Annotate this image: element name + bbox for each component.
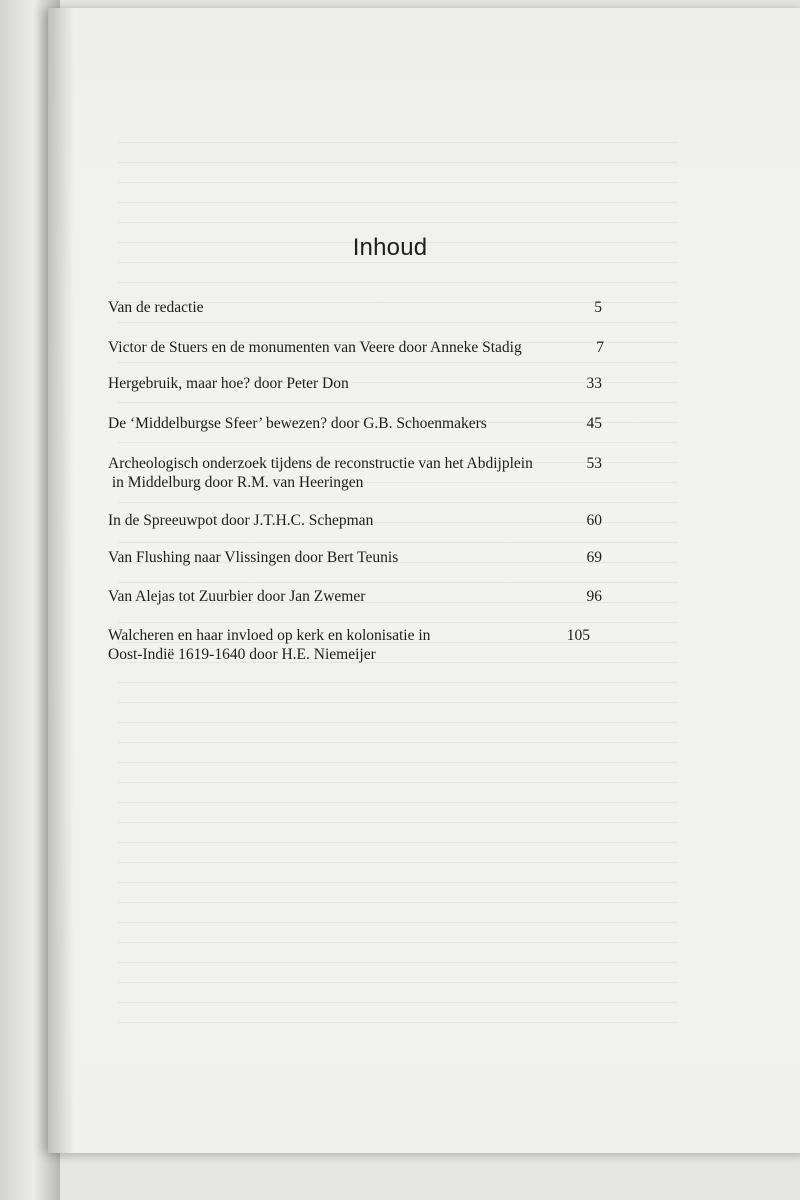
toc-entry-title: Walcheren en haar invloed op kerk en kolonisatie in: [108, 627, 431, 644]
toc-entry-page: 33: [586, 375, 602, 392]
toc-entry: [108, 511, 608, 530]
toc-entry: [108, 414, 608, 433]
toc-entry-title: Van de redactie: [108, 299, 204, 316]
toc-entry-title: Van Alejas tot Zuurbier door Jan Zwemer: [108, 588, 366, 605]
toc-entry: [108, 338, 608, 357]
toc-entry-page: 45: [586, 415, 602, 432]
toc-entry: [108, 587, 608, 606]
toc-entry: [108, 626, 608, 664]
toc-entry-title: Victor de Stuers en de monumenten van Veere door Anneke Stadig: [108, 339, 522, 356]
toc-entry-title: Archeologisch onderzoek tijdens de reconstructie van het Abdijplein: [108, 455, 533, 472]
toc-entry-page: 96: [586, 588, 602, 605]
toc-entry-title-continued: Oost-Indië 1619-1640 door H.E. Niemeijer: [108, 646, 376, 663]
toc-entry-page: 7: [596, 339, 604, 356]
bleed-through-text: [118, 128, 678, 1028]
toc-entry-page: 105: [566, 627, 590, 644]
toc-entry: [108, 454, 608, 492]
toc-entry: [108, 374, 608, 393]
toc-entry-page: 5: [594, 299, 602, 316]
toc-entry-page: 69: [586, 549, 602, 566]
toc-entry-title: De ‘Middelburgse Sfeer’ bewezen? door G.B. Schoenmakers: [108, 415, 487, 432]
page-title: Inhoud: [352, 234, 428, 261]
toc-entry-page: 53: [586, 455, 602, 472]
toc-entry-title-continued: in Middelburg door R.M. van Heeringen: [108, 474, 364, 491]
toc-entry: [108, 548, 608, 567]
toc-entry-title: Hergebruik, maar hoe? door Peter Don: [108, 375, 349, 392]
document-page: [48, 8, 800, 1153]
toc-entry-title: In de Spreeuwpot door J.T.H.C. Schepman: [108, 512, 374, 529]
toc-entry: [108, 298, 608, 317]
toc-entry-page: 60: [586, 512, 602, 529]
toc-entry-title: Van Flushing naar Vlissingen door Bert Teunis: [108, 549, 399, 566]
